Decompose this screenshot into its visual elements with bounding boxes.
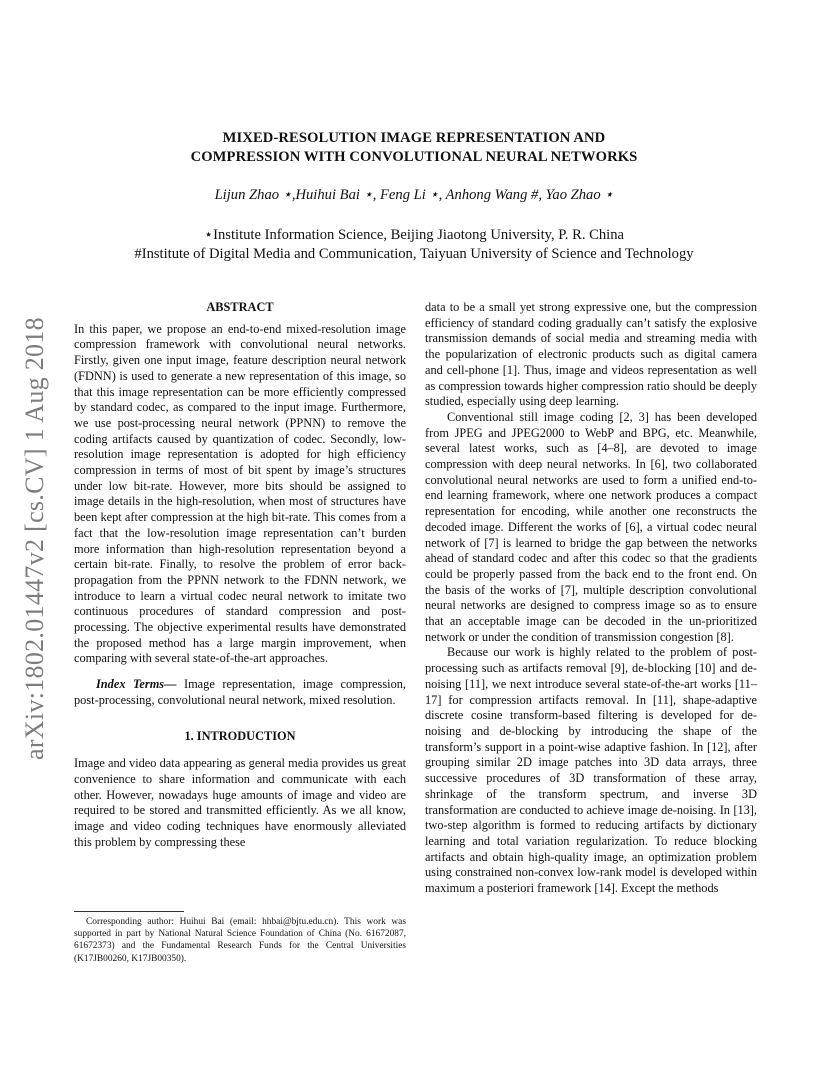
right-paragraph-3: Because our work is highly related to the problem of post-processing such as artifacts removal [9], de-blocking [10] and de-noising [11], we next introduce several state-of-the-art works [11–17] for compression artifacts removal. In [11], shape-adaptive discrete cosine transform-based filtering is developed for de-noising and de-blocking by introducing the shape of the transform’s support in a point-wise adaptive fashion. In [12], after grouping similar 2D image patches into 3D data arrays, three successive procedures of 3D transformation of these array, shrinkage of the transform spectrum, and inverse 3D transformation are conducted to achieve image de-noising. In [13], two-step algorithm is formed to reducing artifacts by dictionary learning and total variation regularization. To reduce blocking artifacts and obtain high-quality image, an optimization problem using constrained non-convex low-rank model is developed within maximum a posteriori framework [14]. Except the methods: [425, 645, 757, 896]
arxiv-stamp: arXiv:1802.01447v2 [cs.CV] 1 Aug 2018: [20, 317, 49, 760]
index-terms-label: Index Terms—: [96, 677, 177, 692]
right-paragraph-1: data to be a small yet strong expressive one, but the compression efficiency of standard coding gradually can’t satisfy the explosive transmission demands of social media and streaming media with the popularization of electronic products such as digital camera and cell-phone [1]. Thus, image and videos representation as well as compression towards higher compression ratio should be deeply studied, especially using deep learning.: [425, 300, 757, 409]
abstract-text: In this paper, we propose an end-to-end mixed-resolution image compression framework with convolutional neural networks. Firstly, given one input image, feature description neural network (FDNN) is used to generate a new representation of this image, so that this image representation can be more efficiently compressed by standard codec, as compared to the input image. Furthermore, we use post-processing neural network (PPNN) to remove the coding artifacts caused by quantization of codec. Secondly, low-resolution image representation is adopted for high efficiency compression in terms of most of bit spent by image’s structures under low bit-rate. However, more bits should be assigned to image details in the high-resolution, when most of structures have been kept after compression at the high bit-rate. This comes from a fact that the low-resolution image representation can’t burden more information than high-resolution representation beyond a certain bit-rate. Finally, to resolve the problem of error back-propagation from the PPNN network to the FDNN network, we introduce to learn a virtual codec neural network to imitate two continuous procedures of standard compression and post-processing. The objective experimental results have demonstrated the proposed method has a large margin improvement, when comparing with several state-of-the-art approaches.: [74, 321, 406, 666]
right-column: [425, 300, 757, 897]
author-list: Lijun Zhao ⋆,Huihui Bai ⋆, Feng Li ⋆, Anhong Wang #, Yao Zhao ⋆: [214, 187, 614, 203]
intro-paragraph-1: Image and video data appearing as general media provides us great convenience to share information and communicate with each other. However, nowadays huge amounts of image and video are required to be stored and transmitted efficiently. As we all know, image and video coding techniques have enormously alleviated this problem by compressing these: [74, 756, 406, 849]
index-terms: [74, 677, 406, 708]
footnote-rule: [74, 911, 184, 912]
footnote: Corresponding author: Huihui Bai (email: hhbai@bjtu.edu.cn). This work was supported in part by National Natural Science Foundation of China (No. 61672087, 61672373) and the Fundamental Research Funds for the Central Universities (K17JB00260, K17JB00350).: [74, 917, 406, 964]
affiliation-1: ⋆Institute Information Science, Beijing Jiaotong University, P. R. China: [203, 227, 624, 243]
affiliation-2: #Institute of Digital Media and Communication, Taiyuan University of Science and Technology: [134, 246, 694, 262]
index-terms-text: Image representation, image compression, post-processing, convolutional neural network, mixed resolution.: [74, 677, 407, 707]
title-line-2: COMPRESSION WITH CONVOLUTIONAL NEURAL NETWORKS: [190, 149, 638, 165]
abstract-heading: ABSTRACT: [206, 300, 274, 314]
intro-heading: 1. INTRODUCTION: [184, 728, 296, 743]
title-line-1: MIXED-RESOLUTION IMAGE REPRESENTATION AND: [222, 130, 606, 146]
paper-title: [0, 129, 828, 167]
right-paragraph-2: Conventional still image coding [2, 3] has been developed from JPEG and JPEG2000 to WebP and BPG, etc. Meanwhile, several latest works, such as [4–8], are devoted to image compression with deep neural networks. In [6], two collaborated convolutional neural networks are used to form a unified end-to-end learning framework, where one network produces a compact representation for encoding, while another one reconstructs the decoded image. Different the works of [6], a virtual codec neural network of [7] is learned to bridge the gap between the networks ahead of standard codec and after this codec so that the gradients could be properly passed from the back end to the front end. On the basis of the works of [7], multiple description convolutional neural networks are designed to compress image so as to ensure that an acceptable image can be decoded in the un-prioritized network or under the condition of transmission congestion [8].: [425, 409, 757, 644]
left-column: [74, 300, 406, 851]
